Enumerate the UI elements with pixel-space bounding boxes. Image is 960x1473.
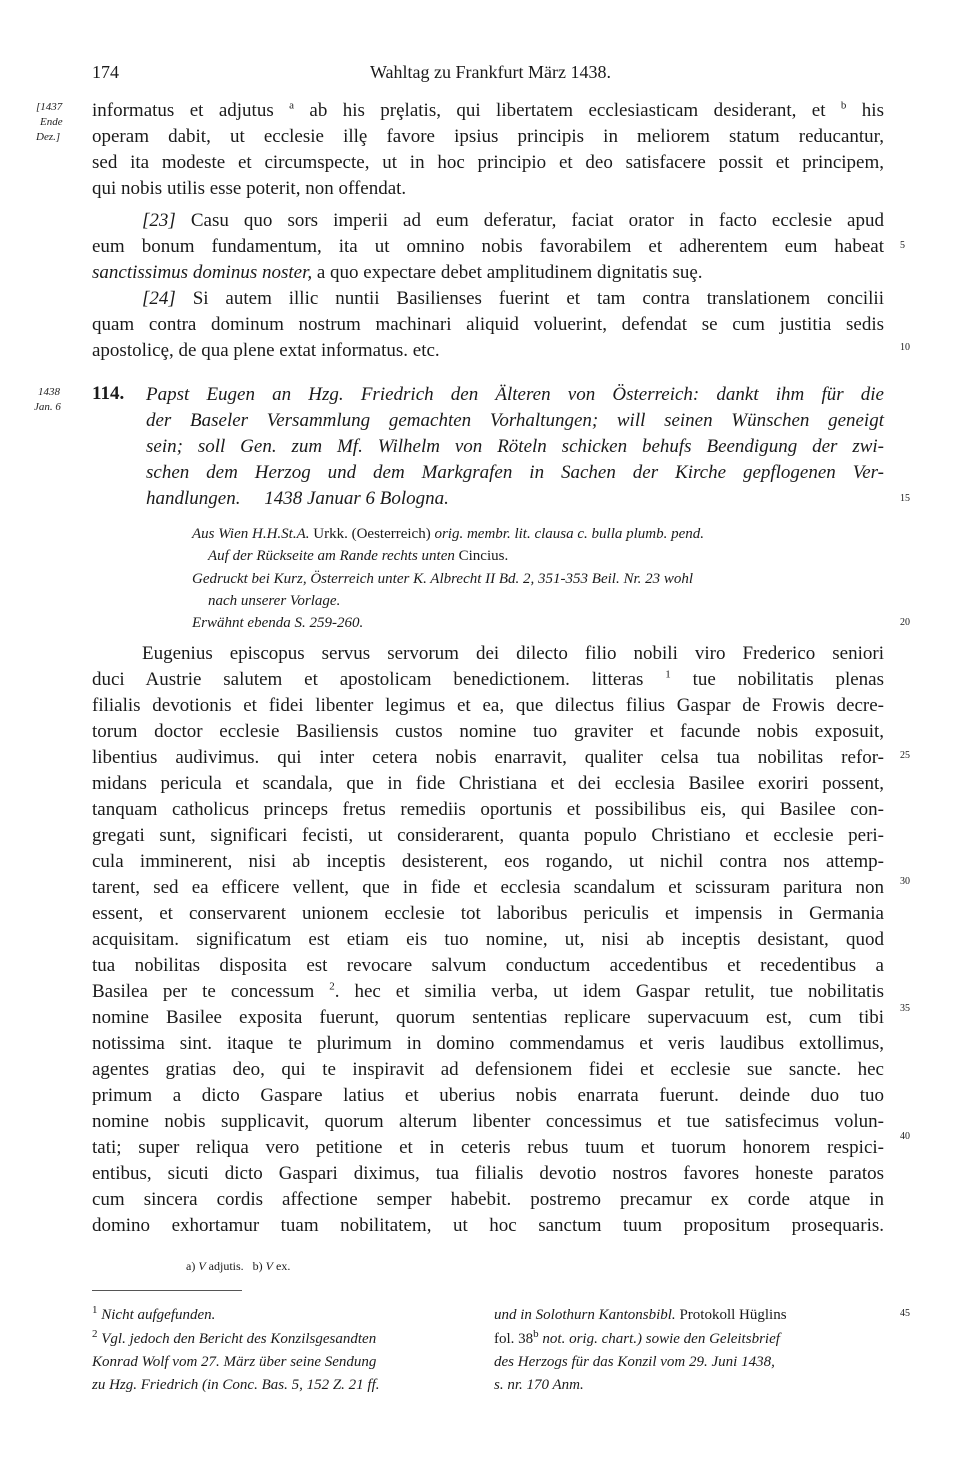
running-title: Wahltag zu Frankfurt März 1438. bbox=[370, 62, 611, 82]
footnote: $^2$ Vgl. jedoch den Bericht des Konzilsgesandten bbox=[92, 1328, 377, 1347]
regest-line: der Baseler Versammlung gemachten Vorhaltungen; will seinen Wünschen geneigt bbox=[146, 410, 884, 431]
variant-apparatus: a) V adjutis. b) V ex. bbox=[186, 1259, 291, 1273]
body-line: filialis devotionis et fidei libenter legimus et ea, que dilectus filius Gaspar de Frowis decre- bbox=[92, 695, 884, 716]
body-line: libentius audivimus. qui inter cetera nobis enarravit, qualiter celsa tua nobilitas refor- bbox=[92, 747, 884, 768]
body-line: midans pericula et scandala, que in fide Christiana et dei ecclesia Basilee exoriri possent, bbox=[92, 773, 884, 794]
body-line: essent, et conservarent unionem ecclesie tot laboribus periculis et impensis in Germania bbox=[92, 903, 884, 924]
line-number: 10 bbox=[900, 342, 910, 353]
text-line: apostolicȩ, de qua plene extat informatus. etc. bbox=[92, 340, 440, 361]
body-line: tarent, sed ea efficere vellent, que in fide et ecclesia scandalum et scissuram paritura non bbox=[92, 877, 884, 898]
body-line: duci Austrie salutem et apostolicam benedictionem. litteras $^1$ tue nobilitatis plenas bbox=[92, 668, 884, 690]
body-line: agentes gratias deo, qui te inspiravit ad defensionem fidei et ecclesie sue sancte. hec bbox=[92, 1059, 884, 1080]
source-note: Aus Wien H.H.St.A. Urkk. (Oesterreich) orig. membr. lit. clausa c. bulla plumb. pend. bbox=[192, 526, 705, 542]
text-line: operam dabit, ut ecclesie illȩ favore ipsius principis in meliorem statum reducantur, bbox=[92, 126, 884, 147]
body-line: tua nobilitas disposita est revocare salvum conductum accedentibus et recedentibus a bbox=[92, 955, 884, 976]
margin-date-month: Dez.] bbox=[36, 131, 61, 143]
page-number: 174 bbox=[92, 62, 119, 82]
body-line: acquisitam. significatum est etiam eis tuo nomine, ut, nisi ab inceptis desistant, quod bbox=[92, 929, 884, 950]
margin-doc-year: 1438 bbox=[38, 386, 60, 398]
margin-date-year: [1437 bbox=[36, 101, 63, 113]
line-number: 35 bbox=[900, 1003, 910, 1014]
text-line: sed ita modeste et circumspecte, ut in hoc principio et deo satisfacere possit et principem, bbox=[92, 152, 884, 173]
body-line: tati; super reliqua vero petitione et in ceteris rebus tuum et tuorum honorem respici- bbox=[92, 1137, 884, 1158]
footnote: und in Solothurn Kantonsbibl. Protokoll Hüglins bbox=[494, 1307, 787, 1323]
body-line: tanquam catholicus princeps fretus remediis oportunis et possibilibus eis, qui Basilee con- bbox=[92, 799, 884, 820]
regest-line: Papst Eugen an Hzg. Friedrich den Älteren von Österreich: dankt ihm für die bbox=[146, 384, 884, 405]
source-note: Gedruckt bei Kurz, Österreich unter K. Albrecht II Bd. 2, 351-353 Beil. Nr. 23 wohl bbox=[192, 571, 694, 587]
body-line: nomine nobis supplicavit, quorum alterum libenter concessimus et tue satisfecimus volun- bbox=[92, 1111, 884, 1132]
body-line: Basilea per te concessum $^2$. hec et similia verba, ut idem Gaspar retulit, tue nobilitatis bbox=[92, 980, 884, 1002]
body-line: gregati sunt, significari fecisti, ut considerarent, quanta populo Christiano et ecclesie peri- bbox=[92, 825, 884, 846]
body-line: Eugenius episcopus servus servorum dei dilecto filio nobili viro Frederico seniori bbox=[142, 643, 884, 664]
body-line: domino exhortamur tuam nobilitatem, ut hoc sanctum tuum propositum prosequaris. bbox=[92, 1215, 884, 1236]
body-line: entibus, sicuti dicto Gaspari diximus, tua filialis devotio nostros favores honeste paratos bbox=[92, 1163, 884, 1184]
footnote: Konrad Wolf vom 27. März über seine Sendung bbox=[92, 1354, 377, 1370]
footnote: s. nr. 170 Anm. bbox=[494, 1377, 584, 1393]
source-note: Auf der Rückseite am Rande rechts unten Cincius. bbox=[208, 548, 509, 564]
margin-doc-date: Jan. 6 bbox=[34, 401, 61, 413]
line-number: 25 bbox=[900, 750, 910, 761]
regest-line: handlungen. 1438 Januar 6 Bologna. bbox=[146, 488, 449, 509]
regest-line: schen dem Herzog und dem Markgrafen in Sachen der Kirche gepflogenen Ver- bbox=[146, 462, 884, 483]
body-line: primum a dicto Gaspare latius et uberius nobis enarrata fuerunt. deinde duo tuo bbox=[92, 1085, 884, 1106]
text-line: qui nobis utilis esse poterit, non offendat. bbox=[92, 178, 407, 199]
footnote: $^1$ Nicht aufgefunden. bbox=[92, 1304, 216, 1323]
source-note: Erwähnt ebenda S. 259-260. bbox=[192, 615, 364, 631]
body-line: nomine Basilee exposita fuerunt, quorum sententias replicare supervacuum est, cum tibi bbox=[92, 1007, 884, 1028]
line-number: 5 bbox=[900, 240, 905, 251]
line-number: 20 bbox=[900, 617, 910, 628]
document-number: 114. bbox=[92, 383, 125, 404]
text-line: informatus et adjutus $^a$ ab his prȩlatis, qui libertatem ecclesiasticam desiderant, et $^b$ his bbox=[92, 99, 884, 121]
footnote: fol. 38$^b$ not. orig. chart.) sowie den Geleitsbrief bbox=[494, 1328, 780, 1347]
footnote-divider bbox=[92, 1290, 242, 1291]
body-line: notissima sint. itaque te plurimum in domino commendamus et veris laudibus extollimus, bbox=[92, 1033, 884, 1054]
line-number: 30 bbox=[900, 876, 910, 887]
text-line: eum bonum fundamentum, ita ut omnino nobis favorabilem et adherentem eum habeat bbox=[92, 236, 884, 257]
line-number: 15 bbox=[900, 493, 910, 504]
text-line: sanctissimus dominus noster, a quo expectare debet amplitudinem dignitatis suȩ. bbox=[92, 262, 703, 283]
text-line: [23] Casu quo sors imperii ad eum deferatur, faciat orator in facto ecclesie apud bbox=[142, 210, 884, 231]
body-line: torum doctor ecclesie Basiliensis custos nomine tuo graviter et facunde nobis exposuit, bbox=[92, 721, 884, 742]
source-note: nach unserer Vorlage. bbox=[208, 593, 341, 609]
text-line: [24] Si autem illic nuntii Basilienses fuerint et tam contra translationem concilii bbox=[142, 288, 884, 309]
line-number: 45 bbox=[900, 1308, 910, 1319]
body-line: cum sincera cordis affectione semper habebit. postremo precamur ex corde atque in bbox=[92, 1189, 884, 1210]
regest-line: sein; soll Gen. zum Mf. Wilhelm von Röteln schicken behufs Beendigung der zwi- bbox=[146, 436, 884, 457]
margin-date-day: Ende bbox=[40, 116, 63, 128]
text-line: quam contra dominum nostrum machinari aliquid voluerint, defendat se cum justitia sedis bbox=[92, 314, 884, 335]
footnote: des Herzogs für das Konzil vom 29. Juni 1438, bbox=[494, 1354, 775, 1370]
line-number: 40 bbox=[900, 1131, 910, 1142]
body-line: cula imminerent, nisi ab inceptis desisterent, eos rogando, ut nichil contra nos attemp- bbox=[92, 851, 884, 872]
footnote: zu Hzg. Friedrich (in Conc. Bas. 5, 152 Z. 21 ff. bbox=[92, 1377, 380, 1393]
